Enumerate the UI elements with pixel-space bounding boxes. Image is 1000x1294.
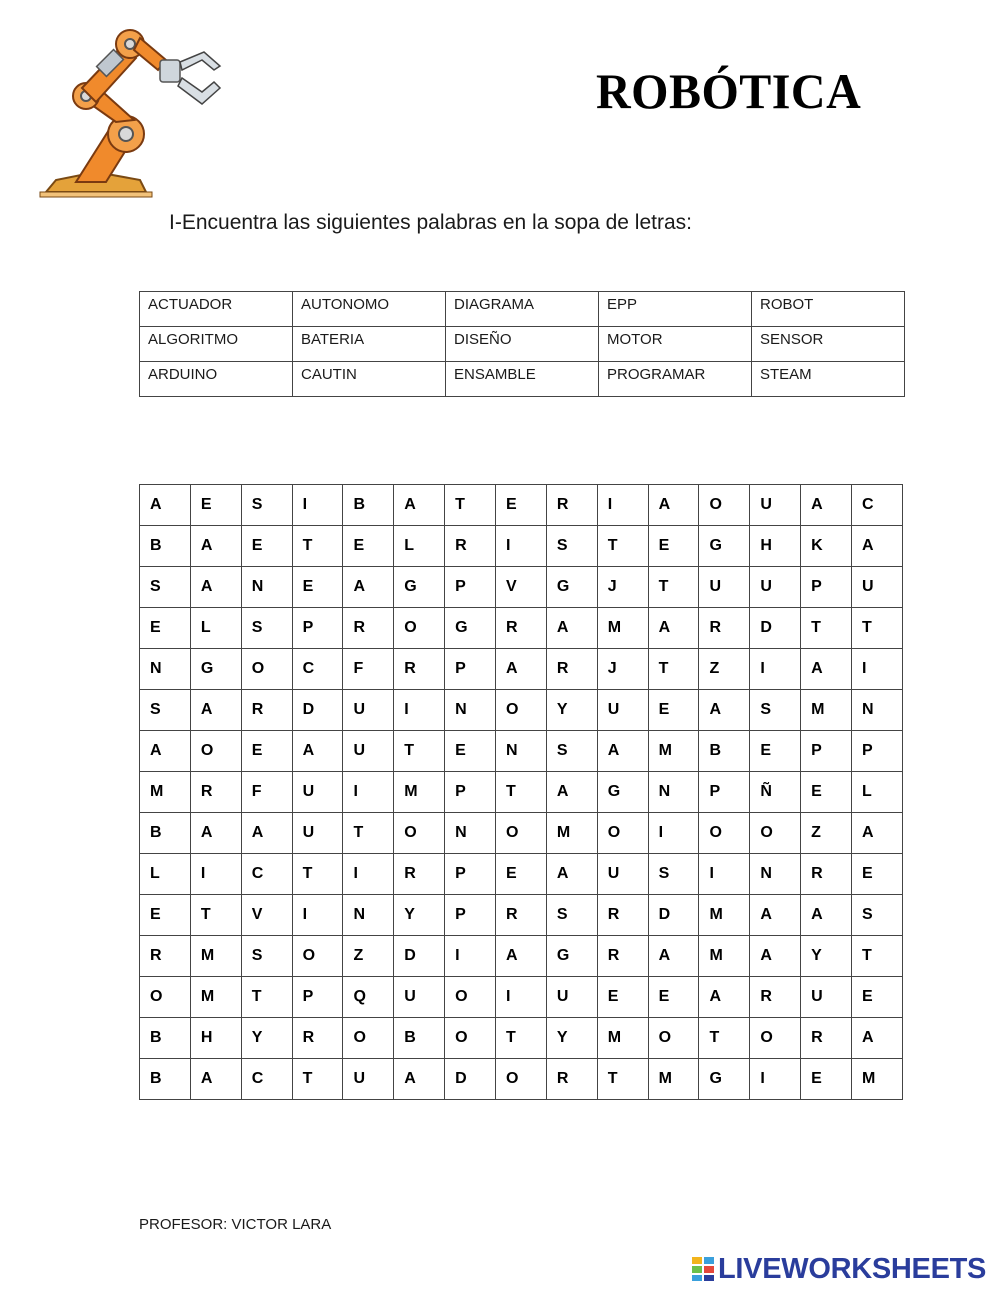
- grid-cell[interactable]: E: [750, 731, 801, 772]
- grid-cell[interactable]: R: [292, 1018, 343, 1059]
- grid-cell[interactable]: O: [496, 1059, 547, 1100]
- grid-row: [140, 608, 903, 649]
- grid-cell[interactable]: E: [648, 977, 699, 1018]
- grid-cell[interactable]: I: [190, 854, 241, 895]
- grid-cell[interactable]: U: [699, 567, 750, 608]
- grid-cell[interactable]: O: [140, 977, 191, 1018]
- grid-cell[interactable]: N: [241, 567, 292, 608]
- grid-cell[interactable]: C: [241, 854, 292, 895]
- grid-cell[interactable]: P: [292, 608, 343, 649]
- grid-cell[interactable]: T: [648, 567, 699, 608]
- grid-cell[interactable]: U: [852, 567, 903, 608]
- grid-cell[interactable]: Z: [699, 649, 750, 690]
- grid-cell[interactable]: Y: [546, 1018, 597, 1059]
- grid-row: [140, 772, 903, 813]
- grid-cell[interactable]: B: [140, 1059, 191, 1100]
- grid-cell[interactable]: R: [496, 608, 547, 649]
- word-cell: ARDUINO: [140, 362, 293, 397]
- grid-cell[interactable]: M: [648, 1059, 699, 1100]
- grid-cell[interactable]: C: [852, 485, 903, 526]
- grid-cell[interactable]: P: [852, 731, 903, 772]
- grid-row: [140, 854, 903, 895]
- grid-cell[interactable]: V: [496, 567, 547, 608]
- professor-name: PROFESOR: VICTOR LARA: [139, 1216, 332, 1233]
- grid-cell[interactable]: M: [546, 813, 597, 854]
- grid-cell[interactable]: E: [648, 690, 699, 731]
- grid-cell[interactable]: V: [241, 895, 292, 936]
- grid-cell[interactable]: Y: [546, 690, 597, 731]
- grid-cell[interactable]: T: [852, 936, 903, 977]
- grid-cell[interactable]: A: [648, 936, 699, 977]
- word-list-row: [140, 362, 905, 397]
- word-cell: MOTOR: [599, 327, 752, 362]
- grid-cell[interactable]: P: [445, 649, 496, 690]
- grid-cell[interactable]: O: [394, 608, 445, 649]
- grid-cell[interactable]: B: [699, 731, 750, 772]
- grid-cell[interactable]: O: [343, 1018, 394, 1059]
- grid-cell[interactable]: U: [343, 690, 394, 731]
- grid-cell[interactable]: I: [343, 772, 394, 813]
- grid-cell[interactable]: S: [140, 567, 191, 608]
- grid-cell[interactable]: A: [190, 690, 241, 731]
- grid-cell[interactable]: S: [750, 690, 801, 731]
- grid-cell[interactable]: O: [699, 813, 750, 854]
- grid-cell[interactable]: I: [394, 690, 445, 731]
- grid-cell[interactable]: U: [597, 690, 648, 731]
- grid-cell[interactable]: A: [394, 485, 445, 526]
- grid-cell[interactable]: A: [699, 977, 750, 1018]
- grid-cell[interactable]: O: [496, 813, 547, 854]
- grid-cell[interactable]: O: [292, 936, 343, 977]
- grid-row: [140, 977, 903, 1018]
- grid-cell[interactable]: N: [445, 813, 496, 854]
- grid-cell[interactable]: O: [445, 1018, 496, 1059]
- grid-cell[interactable]: Y: [394, 895, 445, 936]
- grid-cell[interactable]: U: [546, 977, 597, 1018]
- grid-cell[interactable]: Z: [343, 936, 394, 977]
- grid-row: [140, 1059, 903, 1100]
- grid-cell[interactable]: A: [801, 485, 852, 526]
- grid-cell[interactable]: L: [190, 608, 241, 649]
- word-cell: ENSAMBLE: [446, 362, 599, 397]
- grid-cell[interactable]: M: [597, 608, 648, 649]
- grid-cell[interactable]: T: [394, 731, 445, 772]
- grid-row: [140, 813, 903, 854]
- grid-cell[interactable]: F: [343, 649, 394, 690]
- grid-cell[interactable]: R: [597, 936, 648, 977]
- grid-cell[interactable]: D: [292, 690, 343, 731]
- grid-cell[interactable]: T: [597, 526, 648, 567]
- grid-cell[interactable]: P: [292, 977, 343, 1018]
- word-cell: AUTONOMO: [293, 292, 446, 327]
- grid-row: [140, 1018, 903, 1059]
- word-cell: ALGORITMO: [140, 327, 293, 362]
- grid-cell[interactable]: R: [699, 608, 750, 649]
- grid-cell[interactable]: G: [546, 567, 597, 608]
- grid-cell[interactable]: K: [801, 526, 852, 567]
- grid-cell[interactable]: M: [140, 772, 191, 813]
- word-list-table: [139, 291, 905, 397]
- grid-cell[interactable]: U: [750, 485, 801, 526]
- grid-cell[interactable]: E: [190, 485, 241, 526]
- grid-cell[interactable]: S: [241, 485, 292, 526]
- grid-cell[interactable]: S: [140, 690, 191, 731]
- grid-cell[interactable]: I: [750, 649, 801, 690]
- grid-cell[interactable]: F: [241, 772, 292, 813]
- grid-cell[interactable]: N: [445, 690, 496, 731]
- grid-row: [140, 690, 903, 731]
- grid-cell[interactable]: D: [750, 608, 801, 649]
- grid-cell[interactable]: T: [648, 649, 699, 690]
- grid-cell[interactable]: T: [699, 1018, 750, 1059]
- grid-cell[interactable]: S: [546, 731, 597, 772]
- word-cell: DIAGRAMA: [446, 292, 599, 327]
- grid-cell[interactable]: M: [394, 772, 445, 813]
- grid-cell[interactable]: E: [648, 526, 699, 567]
- grid-cell[interactable]: U: [343, 731, 394, 772]
- grid-cell[interactable]: E: [241, 526, 292, 567]
- grid-cell[interactable]: N: [496, 731, 547, 772]
- grid-cell[interactable]: B: [343, 485, 394, 526]
- grid-cell[interactable]: T: [343, 813, 394, 854]
- grid-cell[interactable]: M: [699, 895, 750, 936]
- grid-cell[interactable]: E: [140, 895, 191, 936]
- grid-cell[interactable]: N: [140, 649, 191, 690]
- grid-cell[interactable]: H: [190, 1018, 241, 1059]
- grid-cell[interactable]: A: [546, 854, 597, 895]
- grid-cell[interactable]: A: [750, 936, 801, 977]
- grid-cell[interactable]: E: [292, 567, 343, 608]
- grid-cell[interactable]: R: [546, 649, 597, 690]
- grid-cell[interactable]: S: [546, 895, 597, 936]
- grid-cell[interactable]: P: [801, 567, 852, 608]
- grid-cell[interactable]: P: [445, 895, 496, 936]
- grid-cell[interactable]: O: [699, 485, 750, 526]
- grid-cell[interactable]: T: [496, 772, 547, 813]
- grid-cell[interactable]: M: [699, 936, 750, 977]
- word-list-row: [140, 327, 905, 362]
- grid-cell[interactable]: O: [496, 690, 547, 731]
- grid-cell[interactable]: T: [496, 1018, 547, 1059]
- grid-cell[interactable]: T: [597, 1059, 648, 1100]
- grid-cell[interactable]: T: [292, 854, 343, 895]
- grid-cell[interactable]: E: [801, 772, 852, 813]
- grid-cell[interactable]: I: [292, 485, 343, 526]
- word-list-row: [140, 292, 905, 327]
- grid-cell[interactable]: D: [648, 895, 699, 936]
- grid-cell[interactable]: I: [292, 895, 343, 936]
- word-cell: CAUTIN: [293, 362, 446, 397]
- grid-cell[interactable]: U: [292, 813, 343, 854]
- grid-cell[interactable]: Ñ: [750, 772, 801, 813]
- grid-cell[interactable]: R: [394, 649, 445, 690]
- grid-cell[interactable]: R: [496, 895, 547, 936]
- grid-cell[interactable]: R: [140, 936, 191, 977]
- grid-cell[interactable]: B: [394, 1018, 445, 1059]
- grid-cell[interactable]: U: [750, 567, 801, 608]
- grid-cell[interactable]: A: [496, 936, 547, 977]
- grid-cell[interactable]: A: [546, 608, 597, 649]
- word-cell: ROBOT: [752, 292, 905, 327]
- grid-cell[interactable]: N: [343, 895, 394, 936]
- grid-cell[interactable]: A: [801, 649, 852, 690]
- grid-cell[interactable]: A: [140, 485, 191, 526]
- grid-cell[interactable]: S: [241, 936, 292, 977]
- grid-cell[interactable]: R: [394, 854, 445, 895]
- grid-cell[interactable]: A: [597, 731, 648, 772]
- grid-cell[interactable]: E: [140, 608, 191, 649]
- grid-cell[interactable]: R: [343, 608, 394, 649]
- grid-cell[interactable]: C: [292, 649, 343, 690]
- grid-cell[interactable]: A: [852, 813, 903, 854]
- word-cell: DISEÑO: [446, 327, 599, 362]
- grid-cell[interactable]: A: [648, 485, 699, 526]
- grid-cell[interactable]: G: [546, 936, 597, 977]
- grid-cell[interactable]: N: [648, 772, 699, 813]
- grid-cell[interactable]: O: [648, 1018, 699, 1059]
- grid-row: [140, 526, 903, 567]
- grid-cell[interactable]: G: [394, 567, 445, 608]
- grid-cell[interactable]: I: [699, 854, 750, 895]
- page-title: ROBÓTICA: [596, 63, 862, 119]
- grid-row: [140, 895, 903, 936]
- grid-cell[interactable]: M: [852, 1059, 903, 1100]
- grid-cell[interactable]: A: [699, 690, 750, 731]
- grid-cell[interactable]: S: [648, 854, 699, 895]
- grid-cell[interactable]: E: [852, 854, 903, 895]
- grid-cell[interactable]: A: [750, 895, 801, 936]
- word-cell: EPP: [599, 292, 752, 327]
- grid-cell[interactable]: T: [445, 485, 496, 526]
- grid-row: [140, 567, 903, 608]
- grid-cell[interactable]: A: [394, 1059, 445, 1100]
- grid-cell[interactable]: R: [546, 485, 597, 526]
- grid-cell[interactable]: G: [597, 772, 648, 813]
- grid-cell[interactable]: I: [750, 1059, 801, 1100]
- grid-cell[interactable]: P: [445, 567, 496, 608]
- word-cell: SENSOR: [752, 327, 905, 362]
- grid-cell[interactable]: A: [190, 813, 241, 854]
- grid-cell[interactable]: M: [801, 690, 852, 731]
- instruction-text: I-Encuentra las siguientes palabras en la sopa de letras:: [169, 211, 692, 234]
- grid-cell[interactable]: A: [801, 895, 852, 936]
- grid-cell[interactable]: A: [546, 772, 597, 813]
- grid-cell[interactable]: E: [496, 485, 547, 526]
- grid-cell[interactable]: J: [597, 567, 648, 608]
- grid-cell[interactable]: O: [190, 731, 241, 772]
- grid-cell[interactable]: O: [394, 813, 445, 854]
- grid-cell[interactable]: B: [140, 1018, 191, 1059]
- grid-cell[interactable]: Y: [801, 936, 852, 977]
- grid-cell[interactable]: A: [852, 1018, 903, 1059]
- grid-cell[interactable]: A: [292, 731, 343, 772]
- grid-cell[interactable]: U: [394, 977, 445, 1018]
- grid-row: [140, 485, 903, 526]
- grid-cell[interactable]: P: [445, 772, 496, 813]
- grid-cell[interactable]: A: [648, 608, 699, 649]
- word-cell: BATERIA: [293, 327, 446, 362]
- grid-cell[interactable]: A: [140, 731, 191, 772]
- grid-cell[interactable]: M: [190, 977, 241, 1018]
- grid-cell[interactable]: G: [699, 1059, 750, 1100]
- grid-cell[interactable]: L: [140, 854, 191, 895]
- grid-cell[interactable]: Y: [241, 1018, 292, 1059]
- grid-cell[interactable]: S: [546, 526, 597, 567]
- grid-cell[interactable]: E: [343, 526, 394, 567]
- word-cell: PROGRAMAR: [599, 362, 752, 397]
- grid-cell[interactable]: T: [852, 608, 903, 649]
- grid-cell[interactable]: S: [852, 895, 903, 936]
- grid-cell[interactable]: N: [750, 854, 801, 895]
- grid-cell[interactable]: P: [801, 731, 852, 772]
- grid-cell[interactable]: T: [801, 608, 852, 649]
- grid-cell[interactable]: R: [190, 772, 241, 813]
- grid-cell[interactable]: L: [852, 772, 903, 813]
- grid-cell[interactable]: I: [852, 649, 903, 690]
- grid-cell[interactable]: N: [852, 690, 903, 731]
- robot-arm-icon: [36, 22, 232, 202]
- word-cell: ACTUADOR: [140, 292, 293, 327]
- grid-cell[interactable]: B: [140, 526, 191, 567]
- word-search-grid: [139, 484, 903, 1100]
- grid-cell[interactable]: R: [801, 854, 852, 895]
- grid-cell[interactable]: O: [750, 813, 801, 854]
- grid-cell[interactable]: E: [852, 977, 903, 1018]
- grid-cell[interactable]: D: [445, 1059, 496, 1100]
- grid-cell[interactable]: S: [241, 608, 292, 649]
- grid-cell[interactable]: U: [343, 1059, 394, 1100]
- grid-cell[interactable]: A: [190, 526, 241, 567]
- grid-cell[interactable]: P: [699, 772, 750, 813]
- grid-cell[interactable]: E: [496, 854, 547, 895]
- grid-cell[interactable]: G: [699, 526, 750, 567]
- grid-cell[interactable]: G: [445, 608, 496, 649]
- grid-cell[interactable]: I: [445, 936, 496, 977]
- liveworksheets-logo-text: LIVEWORKSHEETS: [718, 1252, 987, 1285]
- grid-cell[interactable]: A: [852, 526, 903, 567]
- grid-cell[interactable]: E: [597, 977, 648, 1018]
- grid-cell[interactable]: L: [394, 526, 445, 567]
- grid-cell[interactable]: A: [496, 649, 547, 690]
- grid-cell[interactable]: R: [241, 690, 292, 731]
- grid-cell[interactable]: Q: [343, 977, 394, 1018]
- grid-cell[interactable]: O: [445, 977, 496, 1018]
- grid-cell[interactable]: D: [394, 936, 445, 977]
- grid-cell[interactable]: T: [292, 526, 343, 567]
- grid-cell[interactable]: A: [190, 567, 241, 608]
- grid-cell[interactable]: R: [445, 526, 496, 567]
- grid-cell[interactable]: I: [496, 526, 547, 567]
- grid-cell[interactable]: T: [190, 895, 241, 936]
- grid-cell[interactable]: M: [190, 936, 241, 977]
- grid-row: [140, 649, 903, 690]
- grid-cell[interactable]: M: [648, 731, 699, 772]
- grid-cell[interactable]: A: [190, 1059, 241, 1100]
- grid-cell[interactable]: O: [750, 1018, 801, 1059]
- grid-cell[interactable]: E: [801, 1059, 852, 1100]
- grid-cell[interactable]: H: [750, 526, 801, 567]
- grid-cell[interactable]: U: [801, 977, 852, 1018]
- grid-row: [140, 731, 903, 772]
- word-cell: STEAM: [752, 362, 905, 397]
- grid-cell[interactable]: C: [241, 1059, 292, 1100]
- liveworksheets-icon: [692, 1257, 714, 1281]
- grid-cell[interactable]: P: [445, 854, 496, 895]
- grid-cell[interactable]: R: [750, 977, 801, 1018]
- grid-cell[interactable]: E: [445, 731, 496, 772]
- liveworksheets-logo[interactable]: [692, 1252, 986, 1286]
- grid-cell[interactable]: A: [241, 813, 292, 854]
- grid-cell[interactable]: R: [597, 895, 648, 936]
- grid-cell[interactable]: M: [597, 1018, 648, 1059]
- grid-cell[interactable]: G: [190, 649, 241, 690]
- grid-cell[interactable]: I: [648, 813, 699, 854]
- grid-row: [140, 936, 903, 977]
- grid-cell[interactable]: I: [343, 854, 394, 895]
- grid-cell[interactable]: R: [801, 1018, 852, 1059]
- grid-cell[interactable]: Z: [801, 813, 852, 854]
- grid-cell[interactable]: T: [241, 977, 292, 1018]
- grid-cell[interactable]: R: [546, 1059, 597, 1100]
- grid-cell[interactable]: B: [140, 813, 191, 854]
- grid-cell[interactable]: E: [241, 731, 292, 772]
- grid-cell[interactable]: O: [241, 649, 292, 690]
- grid-cell[interactable]: I: [597, 485, 648, 526]
- grid-cell[interactable]: U: [292, 772, 343, 813]
- grid-cell[interactable]: T: [292, 1059, 343, 1100]
- grid-cell[interactable]: O: [597, 813, 648, 854]
- grid-cell[interactable]: I: [496, 977, 547, 1018]
- grid-cell[interactable]: A: [343, 567, 394, 608]
- grid-cell[interactable]: J: [597, 649, 648, 690]
- grid-cell[interactable]: U: [597, 854, 648, 895]
